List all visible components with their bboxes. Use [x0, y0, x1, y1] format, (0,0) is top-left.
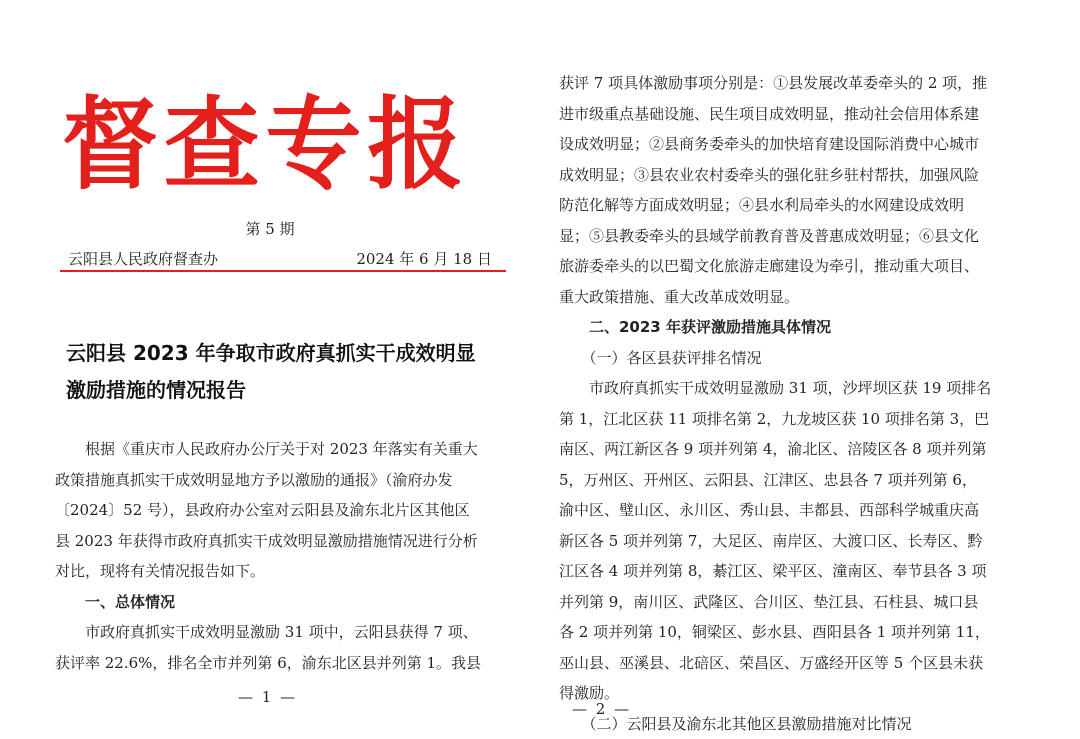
title-line: 云阳县 2023 年争取市政府真抓实干成效明显 [66, 335, 506, 372]
text-line: 设成效明显；②县商务委牵头的加快培育建设国际消费中心城市 [559, 129, 1019, 160]
text-line: 市政府真抓实干成效明显激励 31 项，沙坪坝区获 19 项排名 [559, 373, 1019, 404]
right-text-block [559, 68, 1019, 739]
red-divider-rule [60, 270, 506, 272]
text-line: 南区、两江新区各 9 项并列第 4，渝北区、涪陵区各 8 项并列第 [559, 434, 1019, 465]
issuer-row [68, 248, 492, 269]
text-line: 根据《重庆市人民政府办公厅关于对 2023 年落实有关重大 [55, 434, 510, 465]
text-line: 成效明显；③县农业农村委牵头的强化驻乡驻村帮扶，加强风险 [559, 160, 1019, 191]
intro-paragraph [55, 434, 510, 678]
report-title [66, 335, 506, 409]
text-line: 得激励。 [559, 678, 1019, 709]
text-line: 获评率 22.6%，排名全市并列第 6，渝东北区县并列第 1。我县 [55, 648, 510, 679]
text-line: 江区各 4 项并列第 8，綦江区、梁平区、潼南区、奉节县各 3 项 [559, 556, 1019, 587]
title-line: 激励措施的情况报告 [66, 372, 506, 409]
text-line: 渝中区、璧山区、永川区、秀山县、丰都县、西部科学城重庆高 [559, 495, 1019, 526]
text-line: 防范化解等方面成效明显；④县水利局牵头的水网建设成效明 [559, 190, 1019, 221]
text-line: 政策措施真抓实干成效明显地方予以激励的通报》（渝府办发 [55, 465, 510, 496]
text-line: 巫山县、巫溪县、北碚区、荣昌区、万盛经开区等 5 个区县未获 [559, 648, 1019, 679]
text-line: 新区各 5 项并列第 7，大足区、南岸区、大渡口区、长寿区、黔 [559, 526, 1019, 557]
text-line: 进市级重点基础设施、民生项目成效明显，推动社会信用体系建 [559, 99, 1019, 130]
text-line: 显；⑤县教委牵头的县域学前教育普及普惠成效明显；⑥县文化 [559, 221, 1019, 252]
subsection-heading: （二）云阳县及渝东北其他区县激励措施对比情况 [559, 709, 1019, 739]
text-line: 旅游委牵头的以巴蜀文化旅游走廊建设为牵引，推动重大项目、 [559, 251, 1019, 282]
section-heading: 一、总体情况 [55, 587, 510, 618]
issuer: 云阳县人民政府督查办 [68, 250, 218, 268]
left-page [0, 0, 540, 728]
text-line: 〔2024〕52 号），县政府办公室对云阳县及渝东北片区其他区 [55, 495, 510, 526]
section-heading: 二、2023 年获评激励措施具体情况 [559, 312, 1019, 343]
text-line: 县 2023 年获得市政府真抓实干成效明显激励措施情况进行分析 [55, 526, 510, 557]
text-line: 获评 7 项具体激励事项分别是：①县发展改革委牵头的 2 项，推 [559, 68, 1019, 99]
page-number: — 2 — [572, 700, 631, 718]
text-line: 对比，现将有关情况报告如下。 [55, 556, 510, 587]
masthead-title: 督查专报 [62, 92, 494, 196]
page-number: — 1 — [238, 688, 297, 706]
issue-number: 第 5 期 [0, 218, 540, 239]
subsection-heading: （一）各区县获评排名情况 [559, 343, 1019, 374]
text-line: 市政府真抓实干成效明显激励 31 项中，云阳县获得 7 项、 [55, 617, 510, 648]
right-page [540, 0, 1080, 728]
text-line: 5，万州区、开州区、云阳县、江津区、忠县各 7 项并列第 6， [559, 465, 1019, 496]
text-line: 各 2 项并列第 10，铜梁区、彭水县、酉阳县各 1 项并列第 11， [559, 617, 1019, 648]
text-line: 重大政策措施、重大改革成效明显。 [559, 282, 1019, 313]
text-line: 第 1，江北区获 11 项排名第 2，九龙坡区获 10 项排名第 3，巴 [559, 404, 1019, 435]
issue-date: 2024 年 6 月 18 日 [356, 248, 492, 269]
text-line: 并列第 9，南川区、武隆区、合川区、垫江县、石柱县、城口县 [559, 587, 1019, 618]
